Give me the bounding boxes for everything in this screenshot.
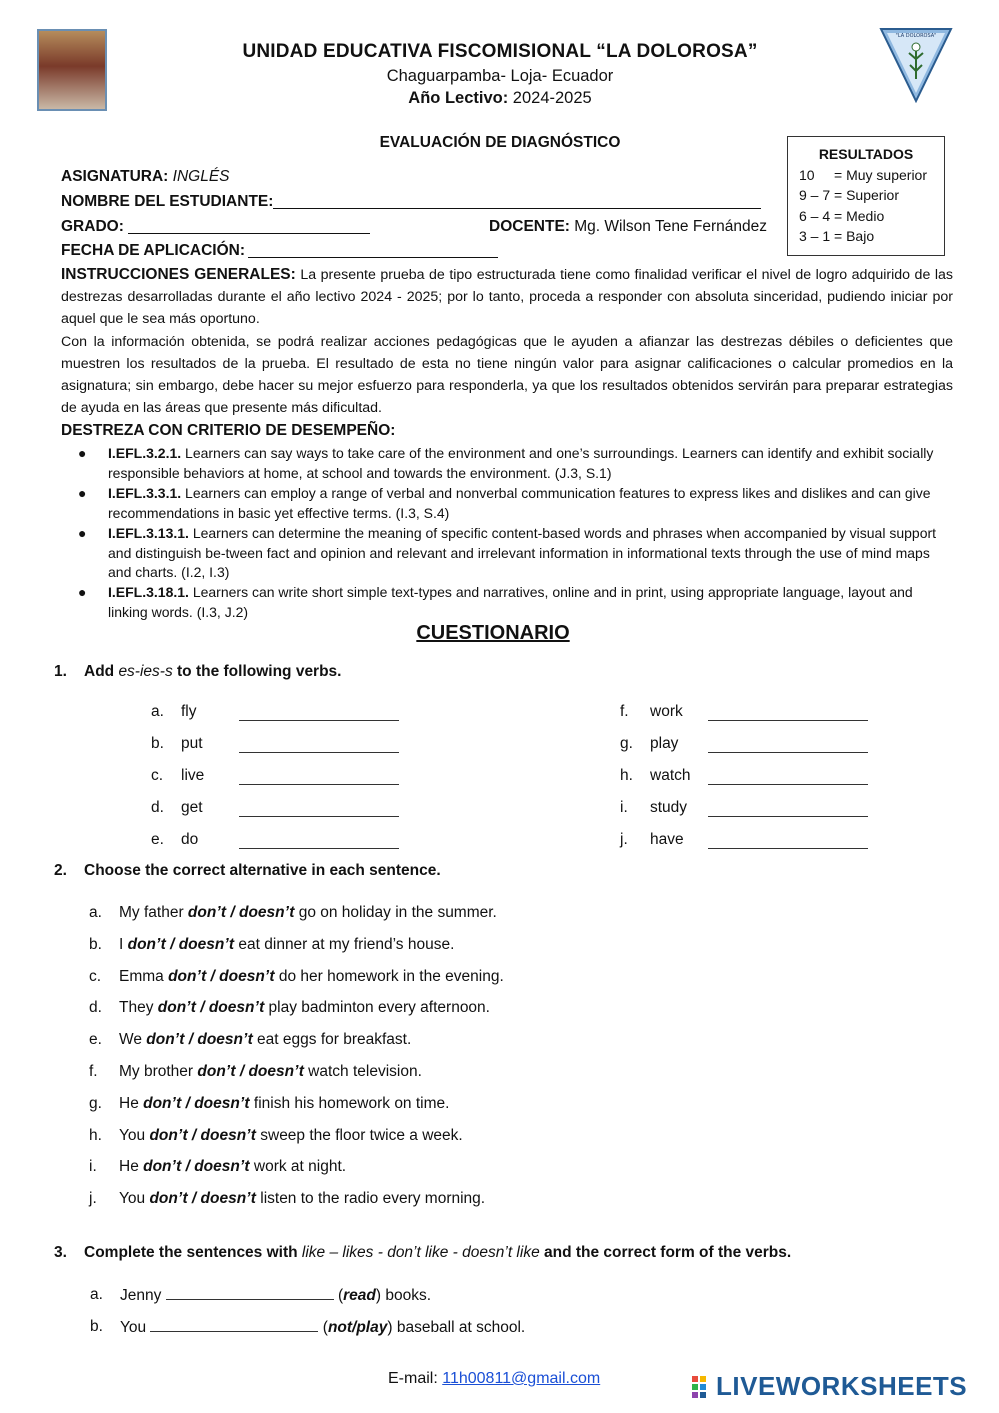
destreza-item <box>78 583 938 622</box>
item-verb: fly <box>181 703 197 720</box>
q3-sentence <box>90 1286 690 1306</box>
q3-list <box>90 1286 690 1346</box>
answer-input[interactable] <box>150 1318 318 1332</box>
destreza-code: I.EFL.3.18.1. <box>108 584 189 600</box>
verb-hint: read <box>343 1287 376 1304</box>
school-location: Chaguarpamba- Loja- Ecuador <box>386 67 614 85</box>
sentence-text <box>119 1158 346 1176</box>
item-letter: d. <box>89 999 102 1017</box>
instructions-paragraph-1 <box>61 264 953 330</box>
destreza-code: I.EFL.3.13.1. <box>108 525 189 541</box>
date-input[interactable] <box>248 257 498 258</box>
q2-sentence <box>89 1158 689 1178</box>
verb-hint: not/play <box>327 1319 388 1336</box>
subject-field <box>61 168 230 186</box>
answer-input[interactable] <box>239 816 399 817</box>
q1-item <box>620 735 880 755</box>
results-title: RESULTADOS <box>818 146 914 162</box>
sentence-start: You <box>119 1126 150 1144</box>
q1-item <box>620 831 880 851</box>
item-letter: c. <box>151 767 164 784</box>
results-row: 10 = Muy superior <box>799 166 928 183</box>
sentence-start: Emma <box>119 967 169 985</box>
destreza-text: Learners can say ways to take care of the environment and one’s surroundings. Learners can identify and exhibit socially responsible behaviors at home, at school and towards the environment. (J.3, S.1) <box>108 445 934 481</box>
sentence-end: ) books. <box>375 1287 432 1304</box>
destreza-text: Learners can determine the meaning of specific content-based words and phrases when accompanied by visual support and distinguish be-tween fact and opinion and relevant and irrelevant information in informational texts through the use of mind maps and charts. (I.2, I.3) <box>108 525 937 580</box>
sentence-text <box>119 904 497 922</box>
sentence-text <box>119 1095 449 1113</box>
sentence-end: eat eggs for breakfast. <box>252 1031 412 1049</box>
q1-item <box>620 703 880 723</box>
bullet-icon: ● <box>78 445 87 461</box>
sentence-end: work at night. <box>249 1158 347 1176</box>
destreza-text: Learners can employ a range of verbal and nonverbal communication features to express likes and dislikes and can give recommendations in basic yet effective terms. (I.3, S.4) <box>108 485 931 521</box>
answer-input[interactable] <box>708 848 868 849</box>
teacher-label: DOCENTE: <box>489 218 570 235</box>
q2-sentence <box>89 936 689 956</box>
sentence-start: I <box>119 935 128 953</box>
destreza-item <box>78 484 938 523</box>
item-letter: f. <box>620 703 629 720</box>
sentence-text <box>119 968 504 986</box>
q3-post: and the correct form of the verbs. <box>539 1244 792 1261</box>
liveworksheets-logo-icon <box>692 1376 714 1398</box>
q2-sentence <box>89 999 689 1019</box>
sentence-end: ) baseball at school. <box>387 1319 526 1336</box>
item-letter: d. <box>151 799 164 816</box>
teacher-field <box>489 218 767 236</box>
answer-input[interactable] <box>239 784 399 785</box>
item-letter: h. <box>620 767 633 784</box>
q2-title-text: Choose the correct alternative in each sentence. <box>84 862 441 879</box>
q1-post: to the following verbs. <box>172 663 342 680</box>
item-verb: watch <box>650 767 691 784</box>
q2-sentence <box>89 968 689 988</box>
sentence-subject: Jenny <box>120 1287 166 1304</box>
crest-text: "LA DOLOROSA" <box>895 33 937 39</box>
school-year <box>200 89 800 108</box>
item-letter: c. <box>89 967 102 985</box>
choice-option[interactable]: don’t / doesn’t <box>143 1158 250 1176</box>
subject-label: ASIGNATURA: <box>61 168 169 185</box>
item-letter: i. <box>620 799 628 816</box>
footer-email <box>388 1370 600 1388</box>
answer-input[interactable] <box>239 720 399 721</box>
item-verb: work <box>650 703 683 720</box>
subject-value: INGLÉS <box>172 168 230 185</box>
student-name-input[interactable] <box>273 208 761 209</box>
exam-title: EVALUACIÓN DE DIAGNÓSTICO <box>379 134 621 151</box>
sentence-end: eat dinner at my friend’s house. <box>234 935 455 953</box>
answer-input[interactable] <box>239 752 399 753</box>
sentence-start: You <box>119 1190 150 1208</box>
item-verb: study <box>650 799 688 816</box>
sentence-text <box>119 999 490 1017</box>
sentence-end: play badminton every afternoon. <box>264 999 490 1017</box>
item-letter: j. <box>89 1190 97 1208</box>
item-letter: f. <box>89 1063 98 1080</box>
choice-option[interactable]: don’t / doesn’t <box>187 904 295 921</box>
sentence-text <box>119 1031 411 1049</box>
instructions-text-1: La presente prueba de tipo estructurada tiene como finalidad verificar el nivel de logro adquirido de las destrezas desarrolladas durante el año lectivo 2024 - 2025; por lo tanto, proceda a responder con absoluta sinceridad, pudiendo iniciar por aquel que le sea más oportuno. <box>61 267 953 327</box>
item-letter: b. <box>151 735 164 752</box>
q1-em: es-ies-s <box>118 663 173 680</box>
liveworksheets-brand: LIVEWORKSHEETS <box>716 1371 968 1401</box>
q3-em: like – likes - don’t like - doesn’t like <box>301 1244 540 1261</box>
sentence-text <box>119 1127 463 1145</box>
q2-sentence <box>89 1127 689 1147</box>
choice-option[interactable]: don’t / doesn’t <box>149 1190 256 1208</box>
q2-sentence <box>89 1031 689 1051</box>
sentence-start: They <box>119 999 158 1017</box>
destreza-text: Learners can write short simple text-types and narratives, online and in print, using appropriate language, layout and linking words. (I.3, J.2) <box>108 584 913 620</box>
sentence-start: We <box>119 1031 147 1049</box>
sentence-text <box>119 936 454 954</box>
questionnaire-title: CUESTIONARIO <box>416 622 570 644</box>
q1-item <box>151 735 411 755</box>
item-verb: live <box>181 767 205 784</box>
q3-sentence <box>90 1318 690 1338</box>
grade-input[interactable] <box>128 233 370 234</box>
q2-sentence <box>89 1095 689 1115</box>
destreza-code: I.EFL.3.3.1. <box>108 485 182 501</box>
item-verb: do <box>181 831 199 848</box>
item-letter: j. <box>620 831 628 848</box>
q1-item <box>151 703 411 723</box>
results-box <box>787 136 945 256</box>
sentence-start: He <box>119 1158 144 1176</box>
item-letter: a. <box>89 904 102 921</box>
question-1-title <box>54 663 342 681</box>
question-2-title <box>54 862 441 880</box>
q1-item <box>620 799 880 819</box>
item-letter: i. <box>89 1158 97 1176</box>
destreza-item <box>78 524 938 583</box>
item-letter: a. <box>151 703 164 720</box>
destreza-item <box>78 444 938 483</box>
item-verb: play <box>650 735 679 752</box>
question-number: 2. <box>54 862 67 879</box>
choice-option[interactable]: don’t / doesn’t <box>157 999 265 1017</box>
q1-left-column <box>151 703 411 863</box>
answer-input[interactable] <box>166 1286 334 1300</box>
school-crest-logo <box>879 27 953 103</box>
choice-option[interactable]: don’t / doesn’t <box>146 1031 253 1049</box>
school-year-label: Año Lectivo: <box>408 89 509 107</box>
answer-input[interactable] <box>708 752 868 753</box>
instructions-paragraph-2: Con la información obtenida, se podrá realizar acciones pedagógicas que le ayuden a afianzar las destrezas débiles o deficientes que muestren los resultados de la prueba. El resultado de esta no tiene ningún valor para asignar calificaciones o calcular promedios en la asignatura; sin embargo, debe hacer su mejor esfuerzo para responderla, ya que los resultados obtenidos servirán para preparar estrategias de ayuda en las áreas que presente más dificultad. <box>61 334 953 416</box>
sentence-text <box>119 1190 485 1208</box>
q3-pre: Complete the sentences with <box>84 1244 302 1261</box>
answer-input[interactable] <box>708 720 868 721</box>
email-link[interactable]: 11h00811@gmail.com <box>442 1370 601 1387</box>
sentence-end: go on holiday in the summer. <box>294 904 497 921</box>
choice-option[interactable]: don’t / doesn’t <box>127 935 235 953</box>
bullet-icon: ● <box>78 584 87 600</box>
answer-input[interactable] <box>239 848 399 849</box>
paren-open: ( <box>318 1319 328 1336</box>
grade-field <box>61 218 124 236</box>
question-3-title <box>54 1244 791 1262</box>
bullet-icon: ● <box>78 525 87 541</box>
sentence-start: My brother <box>119 1063 198 1080</box>
item-letter: b. <box>90 1318 103 1335</box>
answer-input[interactable] <box>708 784 868 785</box>
q2-list <box>89 904 689 1224</box>
q2-sentence <box>89 1063 689 1083</box>
school-year-value: 2024-2025 <box>512 89 592 107</box>
teacher-value: Mg. Wilson Tene Fernández <box>574 218 767 235</box>
paren-open: ( <box>333 1287 344 1304</box>
answer-input[interactable] <box>708 816 868 817</box>
date-label: FECHA DE APLICACIÓN: <box>61 242 245 259</box>
question-number: 1. <box>54 663 67 680</box>
destreza-title: DESTREZA CON CRITERIO DE DESEMPEÑO: <box>61 422 396 439</box>
email-label: E-mail: <box>388 1370 438 1387</box>
sentence-end: sweep the floor twice a week. <box>255 1126 463 1144</box>
destreza-code: I.EFL.3.2.1. <box>108 445 182 461</box>
q2-sentence <box>89 904 689 924</box>
q1-right-column <box>620 703 880 863</box>
school-name: UNIDAD EDUCATIVA FISCOMISIONAL “LA DOLOROSA” <box>242 41 758 62</box>
student-field <box>61 193 273 211</box>
results-row: 9 – 7 = Superior <box>799 187 900 203</box>
q1-item <box>620 767 880 787</box>
sentence-end: listen to the radio every morning. <box>255 1190 486 1208</box>
sentence-subject: You <box>120 1319 151 1336</box>
item-letter: b. <box>89 935 102 953</box>
instructions-label: INSTRUCCIONES GENERALES: <box>61 266 296 283</box>
sentence-end: do her homework in the evening. <box>274 967 504 985</box>
sentence-start: He <box>119 1094 144 1112</box>
item-letter: e. <box>89 1031 102 1049</box>
date-field <box>61 242 245 260</box>
q1-item <box>151 831 411 851</box>
item-letter: h. <box>89 1126 102 1144</box>
item-letter: g. <box>89 1094 102 1112</box>
sentence-text <box>120 1318 525 1337</box>
item-letter: a. <box>90 1286 103 1303</box>
item-letter: g. <box>620 735 633 752</box>
item-verb: have <box>650 831 684 848</box>
choice-option[interactable]: don’t / doesn’t <box>149 1126 256 1144</box>
sentence-end: finish his homework on time. <box>249 1094 450 1112</box>
choice-option[interactable]: don’t / doesn’t <box>168 967 275 985</box>
item-verb: put <box>181 735 203 752</box>
choice-option[interactable]: don’t / doesn’t <box>143 1094 250 1112</box>
school-patron-image <box>37 29 107 111</box>
q2-sentence <box>89 1190 689 1210</box>
grade-label: GRADO: <box>61 218 124 235</box>
sentence-text <box>119 1063 422 1081</box>
choice-option[interactable]: don’t / doesn’t <box>197 1063 304 1080</box>
sentence-end: watch television. <box>303 1063 422 1080</box>
item-letter: e. <box>151 831 164 848</box>
q1-item <box>151 767 411 787</box>
student-label: NOMBRE DEL ESTUDIANTE: <box>61 193 274 210</box>
sentence-start: My father <box>119 904 188 921</box>
q1-pre: Add <box>84 663 119 680</box>
q1-item <box>151 799 411 819</box>
bullet-icon: ● <box>78 485 87 501</box>
results-row: 6 – 4 = Medio <box>799 207 885 224</box>
question-number: 3. <box>54 1244 67 1261</box>
item-verb: get <box>181 799 203 816</box>
results-row: 3 – 1 = Bajo <box>799 228 875 244</box>
sentence-text <box>120 1286 431 1305</box>
